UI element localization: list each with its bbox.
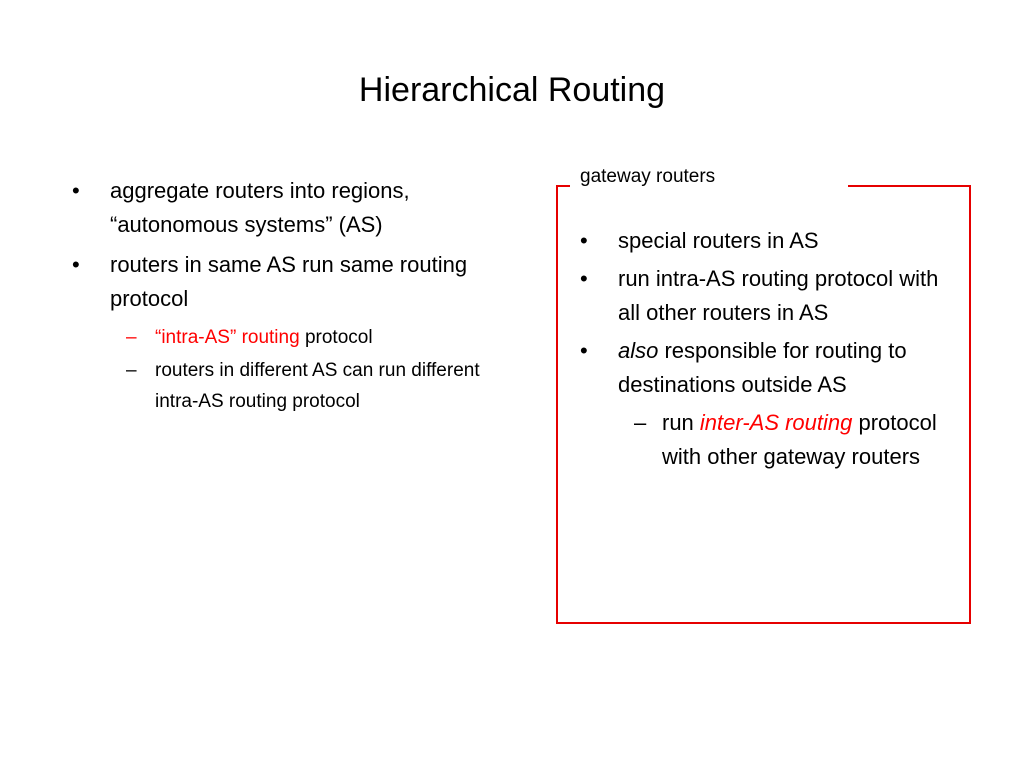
list-item xyxy=(576,334,956,402)
list-item xyxy=(68,174,488,242)
list-item-text: special routers in AS xyxy=(618,228,819,253)
list-item xyxy=(576,262,956,330)
sub-list-item xyxy=(68,355,488,417)
highlighted-term: inter-AS routing xyxy=(699,410,853,435)
right-bullet-list xyxy=(576,224,956,476)
sub-list-item-prefix: run xyxy=(662,410,700,435)
sub-list-item-text: routers in different AS can run different intra-AS routing protocol xyxy=(155,360,480,412)
list-item-text: routers in same AS run same routing protocol xyxy=(110,252,468,311)
sub-list-item xyxy=(68,322,488,353)
highlighted-term: “intra-AS” routing xyxy=(155,327,300,348)
sub-list-item xyxy=(576,406,956,474)
bullet-icon: • xyxy=(580,338,588,363)
dash-icon: – xyxy=(634,410,647,435)
bullet-icon: • xyxy=(72,252,80,277)
emphasized-word: also xyxy=(618,338,659,363)
list-item-text: run intra-AS routing protocol with all other routers in AS xyxy=(618,266,939,325)
list-item-text: aggregate routers into regions, “autonomous systems” (AS) xyxy=(110,178,410,237)
slide-title: Hierarchical Routing xyxy=(358,71,666,109)
bullet-icon: • xyxy=(580,228,588,253)
sub-list-item-text: protocol xyxy=(299,327,373,348)
box-label: gateway routers xyxy=(570,163,848,191)
dash-icon: – xyxy=(126,327,137,348)
list-item xyxy=(68,248,488,316)
bullet-icon: • xyxy=(580,266,588,291)
list-item xyxy=(576,224,956,258)
list-item-text: responsible for routing to destinations outside AS xyxy=(618,338,907,397)
bullet-icon: • xyxy=(72,178,80,203)
left-bullet-list xyxy=(68,174,488,419)
sub-list-item-text: protocol with other gateway routers xyxy=(662,410,937,469)
dash-icon: – xyxy=(126,360,137,381)
